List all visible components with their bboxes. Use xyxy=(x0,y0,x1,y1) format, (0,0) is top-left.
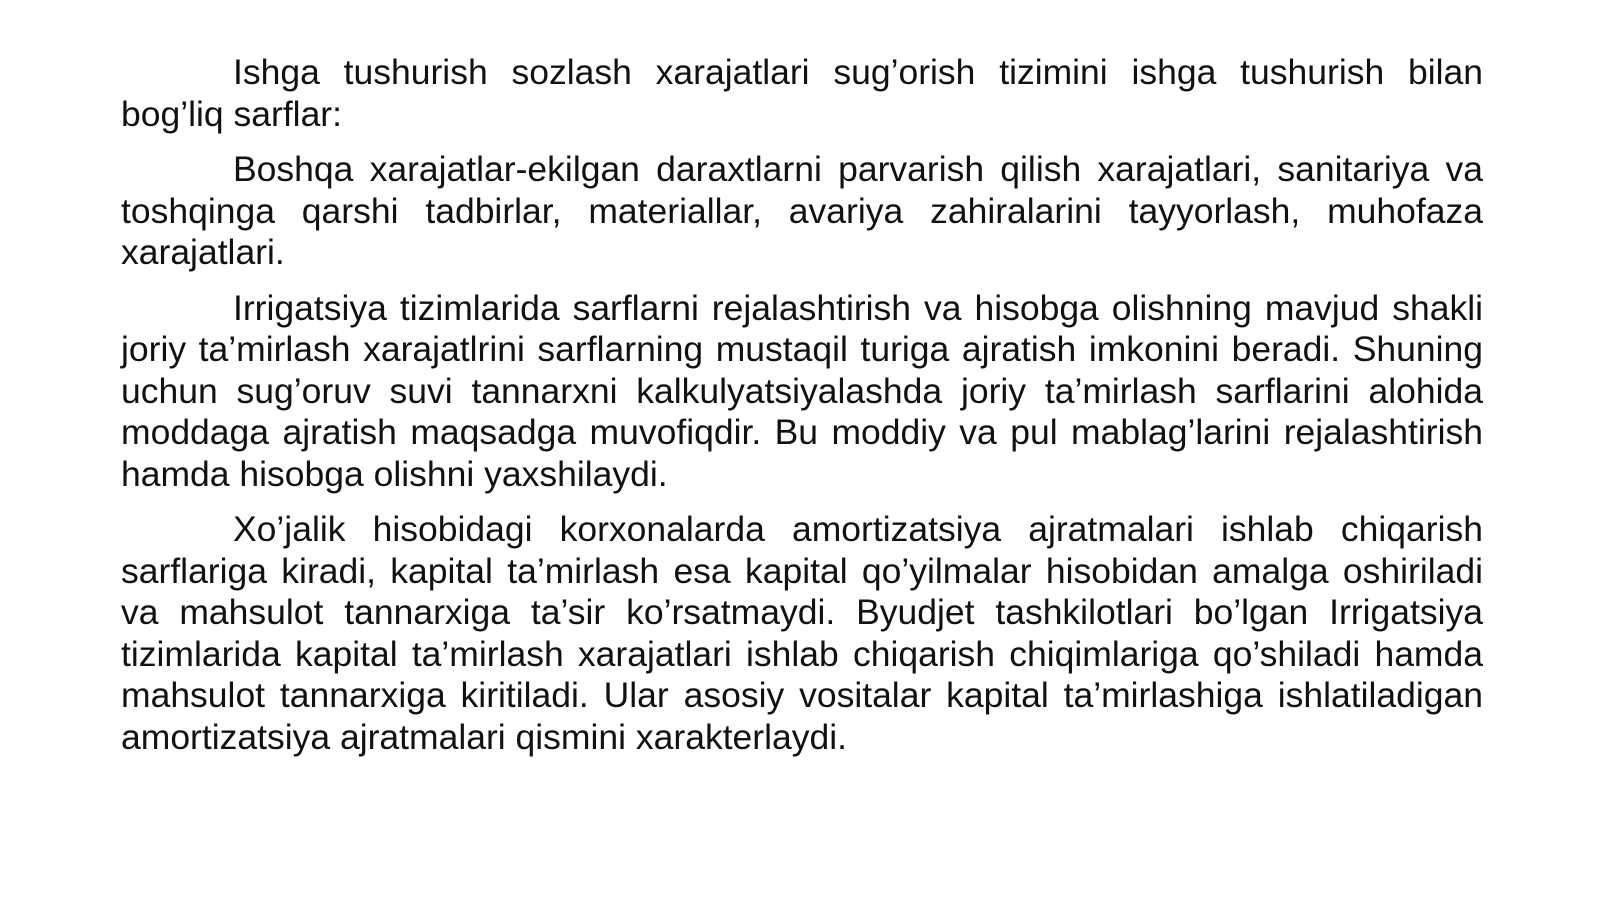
paragraph-current-repair: Irrigatsiya tizimlarida sarflarni rejalashtirish va hisobga olishning mavjud shakli joriy ta’mirlash xarajatlrini sarflarning mustaqil turiga ajratish imkonini beradi. Shuning uchun sug’oruv suvi tannarxni kalkulyatsiyalashda joriy ta’mirlash sarflarini alohida moddaga ajratish maqsadga muvofiqdir. Bu moddiy va pul mablag’larini rejalashtirish hamda hisobga olishni yaxshilaydi. xyxy=(121,287,1483,494)
paragraph-other-costs: Boshqa xarajatlar-ekilgan daraxtlarni parvarish qilish xarajatlari, sanitariya va toshqinga qarshi tadbirlar, materiallar, avariya zahiralarini tayyorlash, muhofaza xarajatlari. xyxy=(121,149,1483,272)
paragraph-startup-costs: Ishga tushurish sozlash xarajatlari sug’orish tizimini ishga tushurish bilan bog’liq sarflar: xyxy=(121,52,1483,134)
body-text xyxy=(121,52,1483,758)
paragraph-capital-repair: Xo’jalik hisobidagi korxonalarda amortizatsiya ajratmalari ishlab chiqarish sarflariga kiradi, kapital ta’mirlash esa kapital qo’yilmalar hisobidan amalga oshiriladi va mahsulot tannarxiga ta’sir ko’rsatmaydi. Byudjet tashkilotlari bo’lgan Irrigatsiya tizimlarida kapital ta’mirlash xarajatlari ishlab chiqarish chiqimlariga qo’shiladi hamda mahsulot tannarxiga kiritiladi. Ular asosiy vositalar kapital ta’mirlashiga ishlatiladigan amortizatsiya ajratmalari qismini xarakterlaydi. xyxy=(121,509,1483,757)
